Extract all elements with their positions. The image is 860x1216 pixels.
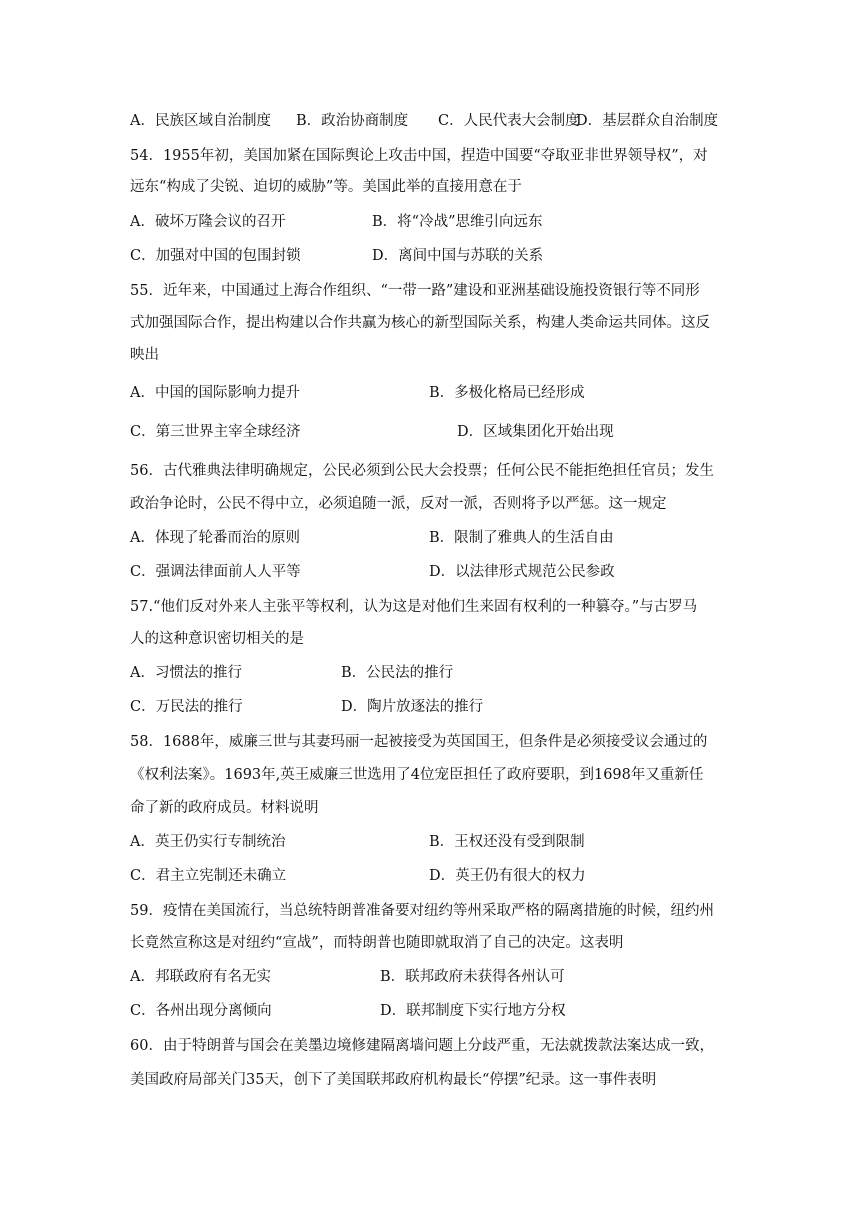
- q54-stem-line-2: 远东“构成了尖锐、迫切的威胁”等。美国此举的直接用意在于: [130, 179, 522, 195]
- q55-option-c: C．第三世界主宰全球经济: [130, 424, 301, 440]
- q57-stem-line-1: 57.“他们反对外来人主张平等权利，认为这是对他们生来固有权利的一种篡夺。”与古罗马: [130, 599, 698, 615]
- q56-option-b: B．限制了雅典人的生活自由: [429, 530, 614, 546]
- q58-option-a: A．英王仍实行专制统治: [130, 834, 286, 850]
- q54-option-a: A．破坏万隆会议的召开: [130, 214, 286, 230]
- q59-option-d: D．联邦制度下实行地方分权: [380, 1003, 566, 1019]
- q58-option-d: D．英王仍有很大的权力: [429, 868, 586, 884]
- q53-option-d: D．基层群众自治制度: [576, 113, 719, 129]
- q56-option-d: D．以法律形式规范公民参政: [429, 564, 615, 580]
- q53-option-a: A．民族区域自治制度: [130, 113, 271, 129]
- q59-stem-line-2: 长竟然宣称这是对纽约“宣战”，而特朗普也随即就取消了自己的决定。这表明: [130, 935, 624, 951]
- q56-stem-line-1: 56．古代雅典法律明确规定，公民必须到公民大会投票；任何公民不能拒绝担任官员；发生: [130, 463, 714, 479]
- q60-stem-line-2: 美国政府局部关门35天，创下了美国联邦政府机构最长“停摆”纪录。这一事件表明: [130, 1072, 657, 1088]
- q53-option-c: C．人民代表大会制度: [438, 113, 580, 129]
- q55-stem-line-1: 55．近年来，中国通过上海合作组织、“一带一路”建设和亚洲基础设施投资银行等不同形: [130, 283, 700, 299]
- q56-option-c: C．强调法律面前人人平等: [130, 564, 301, 580]
- q58-stem-line-3: 命了新的政府成员。材料说明: [130, 800, 319, 816]
- q54-stem-line-1: 54．1955年初，美国加紧在国际舆论上攻击中国，捏造中国要“夺取亚非世界领导权”，对: [130, 148, 708, 164]
- q57-stem-line-2: 人的这种意识密切相关的是: [130, 631, 304, 647]
- q56-stem-line-2: 政治争论时，公民不得中立，必须追随一派，反对一派，否则将予以严惩。这一规定: [130, 496, 667, 512]
- q57-option-d: D．陶片放逐法的推行: [341, 699, 484, 715]
- q55-option-a: A．中国的国际影响力提升: [130, 385, 300, 401]
- q55-option-b: B．多极化格局已经形成: [429, 385, 585, 401]
- q56-option-a: A．体现了轮番而治的原则: [130, 530, 300, 546]
- q54-option-d: D．离间中国与苏联的关系: [372, 248, 544, 264]
- q58-option-c: C．君主立宪制还未确立: [130, 868, 287, 884]
- q53-option-b: B．政治协商制度: [296, 113, 409, 129]
- q54-option-c: C．加强对中国的包围封锁: [130, 248, 301, 264]
- q58-stem-line-2: 《权利法案》。1693年,英王威廉三世选用了4位宠臣担任了政府要职，到1698年又重新任: [130, 767, 704, 783]
- q55-option-d: D．区域集团化开始出现: [457, 424, 614, 440]
- q59-option-b: B．联邦政府未获得各州认可: [380, 969, 565, 985]
- q59-option-c: C．各州出现分离倾向: [130, 1003, 272, 1019]
- q57-option-b: B．公民法的推行: [341, 665, 454, 681]
- q58-stem-line-1: 58．1688年，威廉三世与其妻玛丽一起被接受为英国国王，但条件是必须接受议会通过的: [130, 734, 708, 750]
- q57-option-c: C．万民法的推行: [130, 699, 243, 715]
- q54-option-b: B．将“冷战”思维引向远东: [372, 214, 543, 230]
- q57-option-a: A．习惯法的推行: [130, 665, 242, 681]
- q55-stem-line-2: 式加强国际合作，提出构建以合作共赢为核心的新型国际关系，构建人类命运共同体。这反: [130, 315, 710, 331]
- q55-stem-line-3: 映出: [130, 347, 159, 363]
- q59-stem-line-1: 59．疫情在美国流行，当总统特朗普准备要对纽约等州采取严格的隔离措施的时候，纽约州: [130, 903, 714, 919]
- q59-option-a: A．邦联政府有名无实: [130, 969, 271, 985]
- q60-stem-line-1: 60．由于特朗普与国会在美墨边境修建隔离墙问题上分歧严重，无法就拨款法案达成一致，: [130, 1038, 714, 1054]
- q58-option-b: B．王权还没有受到限制: [429, 834, 585, 850]
